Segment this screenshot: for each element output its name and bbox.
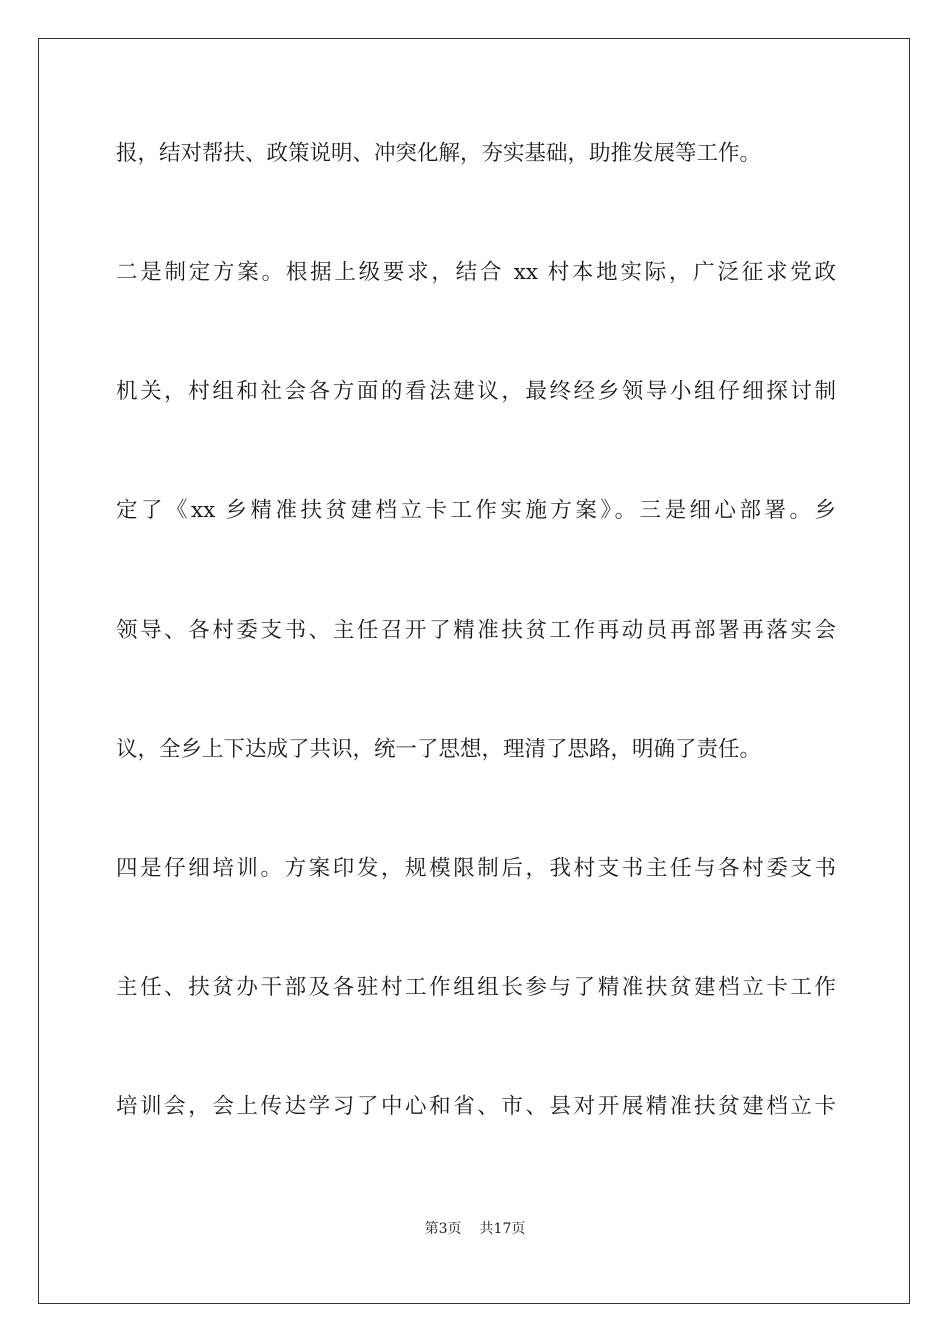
body-text-line: 定了《xx 乡精准扶贫建档立卡工作实施方案》。三是细心部署。乡 (116, 498, 836, 523)
page-footer (0, 1219, 950, 1239)
page-total: 共17页 (479, 1221, 526, 1237)
body-text-line: 领导、各村委支书、主任召开了精准扶贫工作再动员再部署再落实会 (116, 618, 836, 643)
body-text-line: 培训会，会上传达学习了中心和省、市、县对开展精准扶贫建档立卡 (116, 1094, 836, 1119)
body-text-line: 主任、扶贫办干部及各驻村工作组组长参与了精准扶贫建档立卡工作 (116, 975, 836, 1000)
body-text-line: 机关，村组和社会各方面的看法建议，最终经乡领导小组仔细探讨制 (116, 379, 836, 404)
body-text-line: 四是仔细培训。方案印发，规模限制后，我村支书主任与各村委支书 (116, 856, 836, 881)
body-text-line: 报，结对帮扶、政策说明、冲突化解，夯实基础，助推发展等工作。 (116, 141, 762, 166)
body-text-line: 议，全乡上下达成了共识，统一了思想，理清了思路，明确了责任。 (116, 737, 762, 762)
body-text-line: 二是制定方案。根据上级要求，结合 xx 村本地实际，广泛征求党政 (116, 260, 836, 285)
page-number: 第3页 (424, 1221, 462, 1237)
